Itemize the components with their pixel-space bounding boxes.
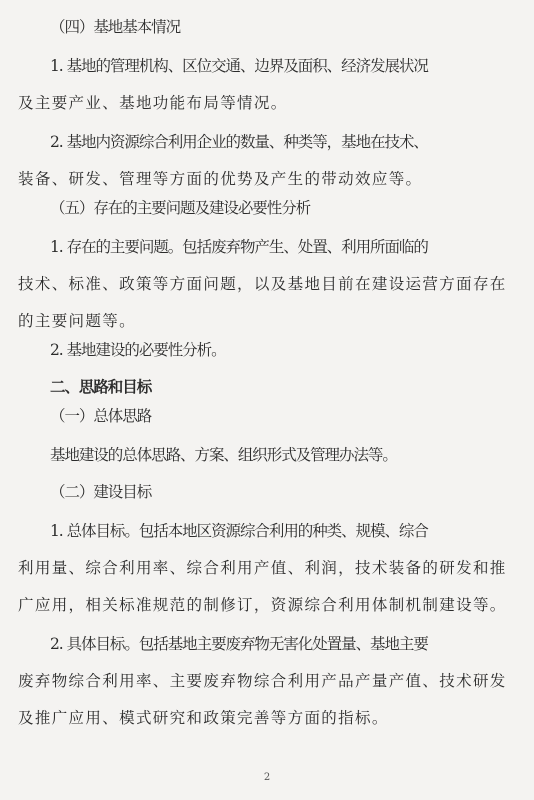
section-heading-4: （四）基地基本情况 — [50, 18, 181, 36]
paragraph-line: 废弃物综合利用率、主要废弃物综合利用产品产量产值、技术研发 — [18, 672, 507, 690]
paragraph-line: 1. 存在的主要问题。包括废弃物产生、处置、利用所面临的 — [50, 238, 428, 256]
paragraph-line: 广应用，相关标准规范的制修订，资源综合利用体制机制建设等。 — [18, 596, 507, 614]
paragraph-line: 基地建设的总体思路、方案、组织形式及管理办法等。 — [50, 446, 397, 464]
paragraph-line: 1. 总体目标。包括本地区资源综合利用的种类、规模、综合 — [50, 522, 428, 540]
paragraph-line: 装备、研发、管理等方面的优势及产生的带动效应等。 — [18, 170, 423, 188]
chapter-heading: 二、思路和目标 — [50, 377, 152, 396]
page-number: 2 — [263, 772, 271, 783]
paragraph-line: 2. 基地内资源综合利用企业的数量、种类等，基地在技术、 — [50, 133, 428, 151]
paragraph-line: 2. 基地建设的必要性分析。 — [50, 341, 226, 359]
paragraph-line: 及推广应用、模式研究和政策完善等方面的指标。 — [18, 709, 389, 727]
section-heading-1: （一）总体思路 — [50, 407, 152, 425]
paragraph-line: 1. 基地的管理机构、区位交通、边界及面积、经济发展状况 — [50, 57, 428, 75]
paragraph-line: 及主要产业、基地功能布局等情况。 — [18, 94, 288, 112]
section-heading-2: （二）建设目标 — [50, 483, 152, 501]
paragraph-line: 技术、标准、政策等方面问题，以及基地目前在建设运营方面存在 — [18, 275, 507, 293]
paragraph-line: 2. 具体目标。包括基地主要废弃物无害化处置量、基地主要 — [50, 635, 428, 653]
paragraph-line: 利用量、综合利用率、综合利用产值、利润，技术装备的研发和推 — [18, 559, 507, 577]
paragraph-line: 的主要问题等。 — [18, 312, 136, 330]
section-heading-5: （五）存在的主要问题及建设必要性分析 — [50, 199, 311, 217]
